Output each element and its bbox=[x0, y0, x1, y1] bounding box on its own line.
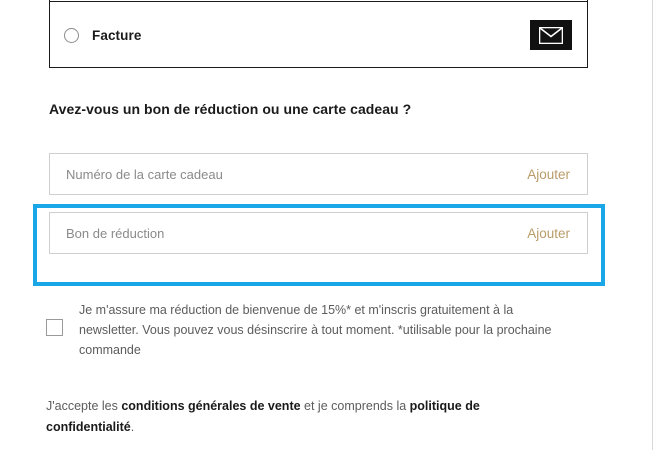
coupon-input[interactable]: Bon de réduction bbox=[66, 225, 165, 241]
gift-card-input-row[interactable] bbox=[49, 153, 588, 195]
terms-suffix: . bbox=[130, 420, 135, 434]
terms-link-privacy-policy[interactable]: politique de confidentialité bbox=[46, 399, 480, 434]
terms-middle: et je comprends la bbox=[300, 399, 410, 413]
terms-text bbox=[46, 396, 546, 438]
gift-card-add-button[interactable]: Ajouter bbox=[527, 166, 570, 182]
terms-link-sales-conditions[interactable]: conditions générales de vente bbox=[121, 399, 301, 413]
envelope-icon bbox=[530, 20, 572, 50]
payment-option-invoice[interactable] bbox=[50, 2, 587, 68]
coupon-input-row[interactable] bbox=[49, 212, 588, 254]
radio-invoice[interactable] bbox=[64, 28, 79, 43]
newsletter-optin[interactable] bbox=[46, 300, 576, 360]
coupon-add-button[interactable]: Ajouter bbox=[527, 225, 570, 241]
payment-option-label: Facture bbox=[92, 27, 142, 43]
page-right-rail bbox=[652, 0, 671, 450]
terms-prefix: J'accepte les bbox=[46, 399, 122, 413]
newsletter-label: Je m'assure ma réduction de bienvenue de 15%* et m'inscris gratuitement à la newsletter. Vous pouvez vous désinscrire à tout moment. *utilisable pour la prochaine commande bbox=[79, 303, 552, 357]
gift-card-input[interactable]: Numéro de la carte cadeau bbox=[66, 166, 223, 182]
promo-heading: Avez-vous un bon de réduction ou une carte cadeau ? bbox=[49, 101, 412, 117]
payment-method-box bbox=[49, 0, 588, 68]
newsletter-checkbox[interactable] bbox=[46, 319, 63, 336]
